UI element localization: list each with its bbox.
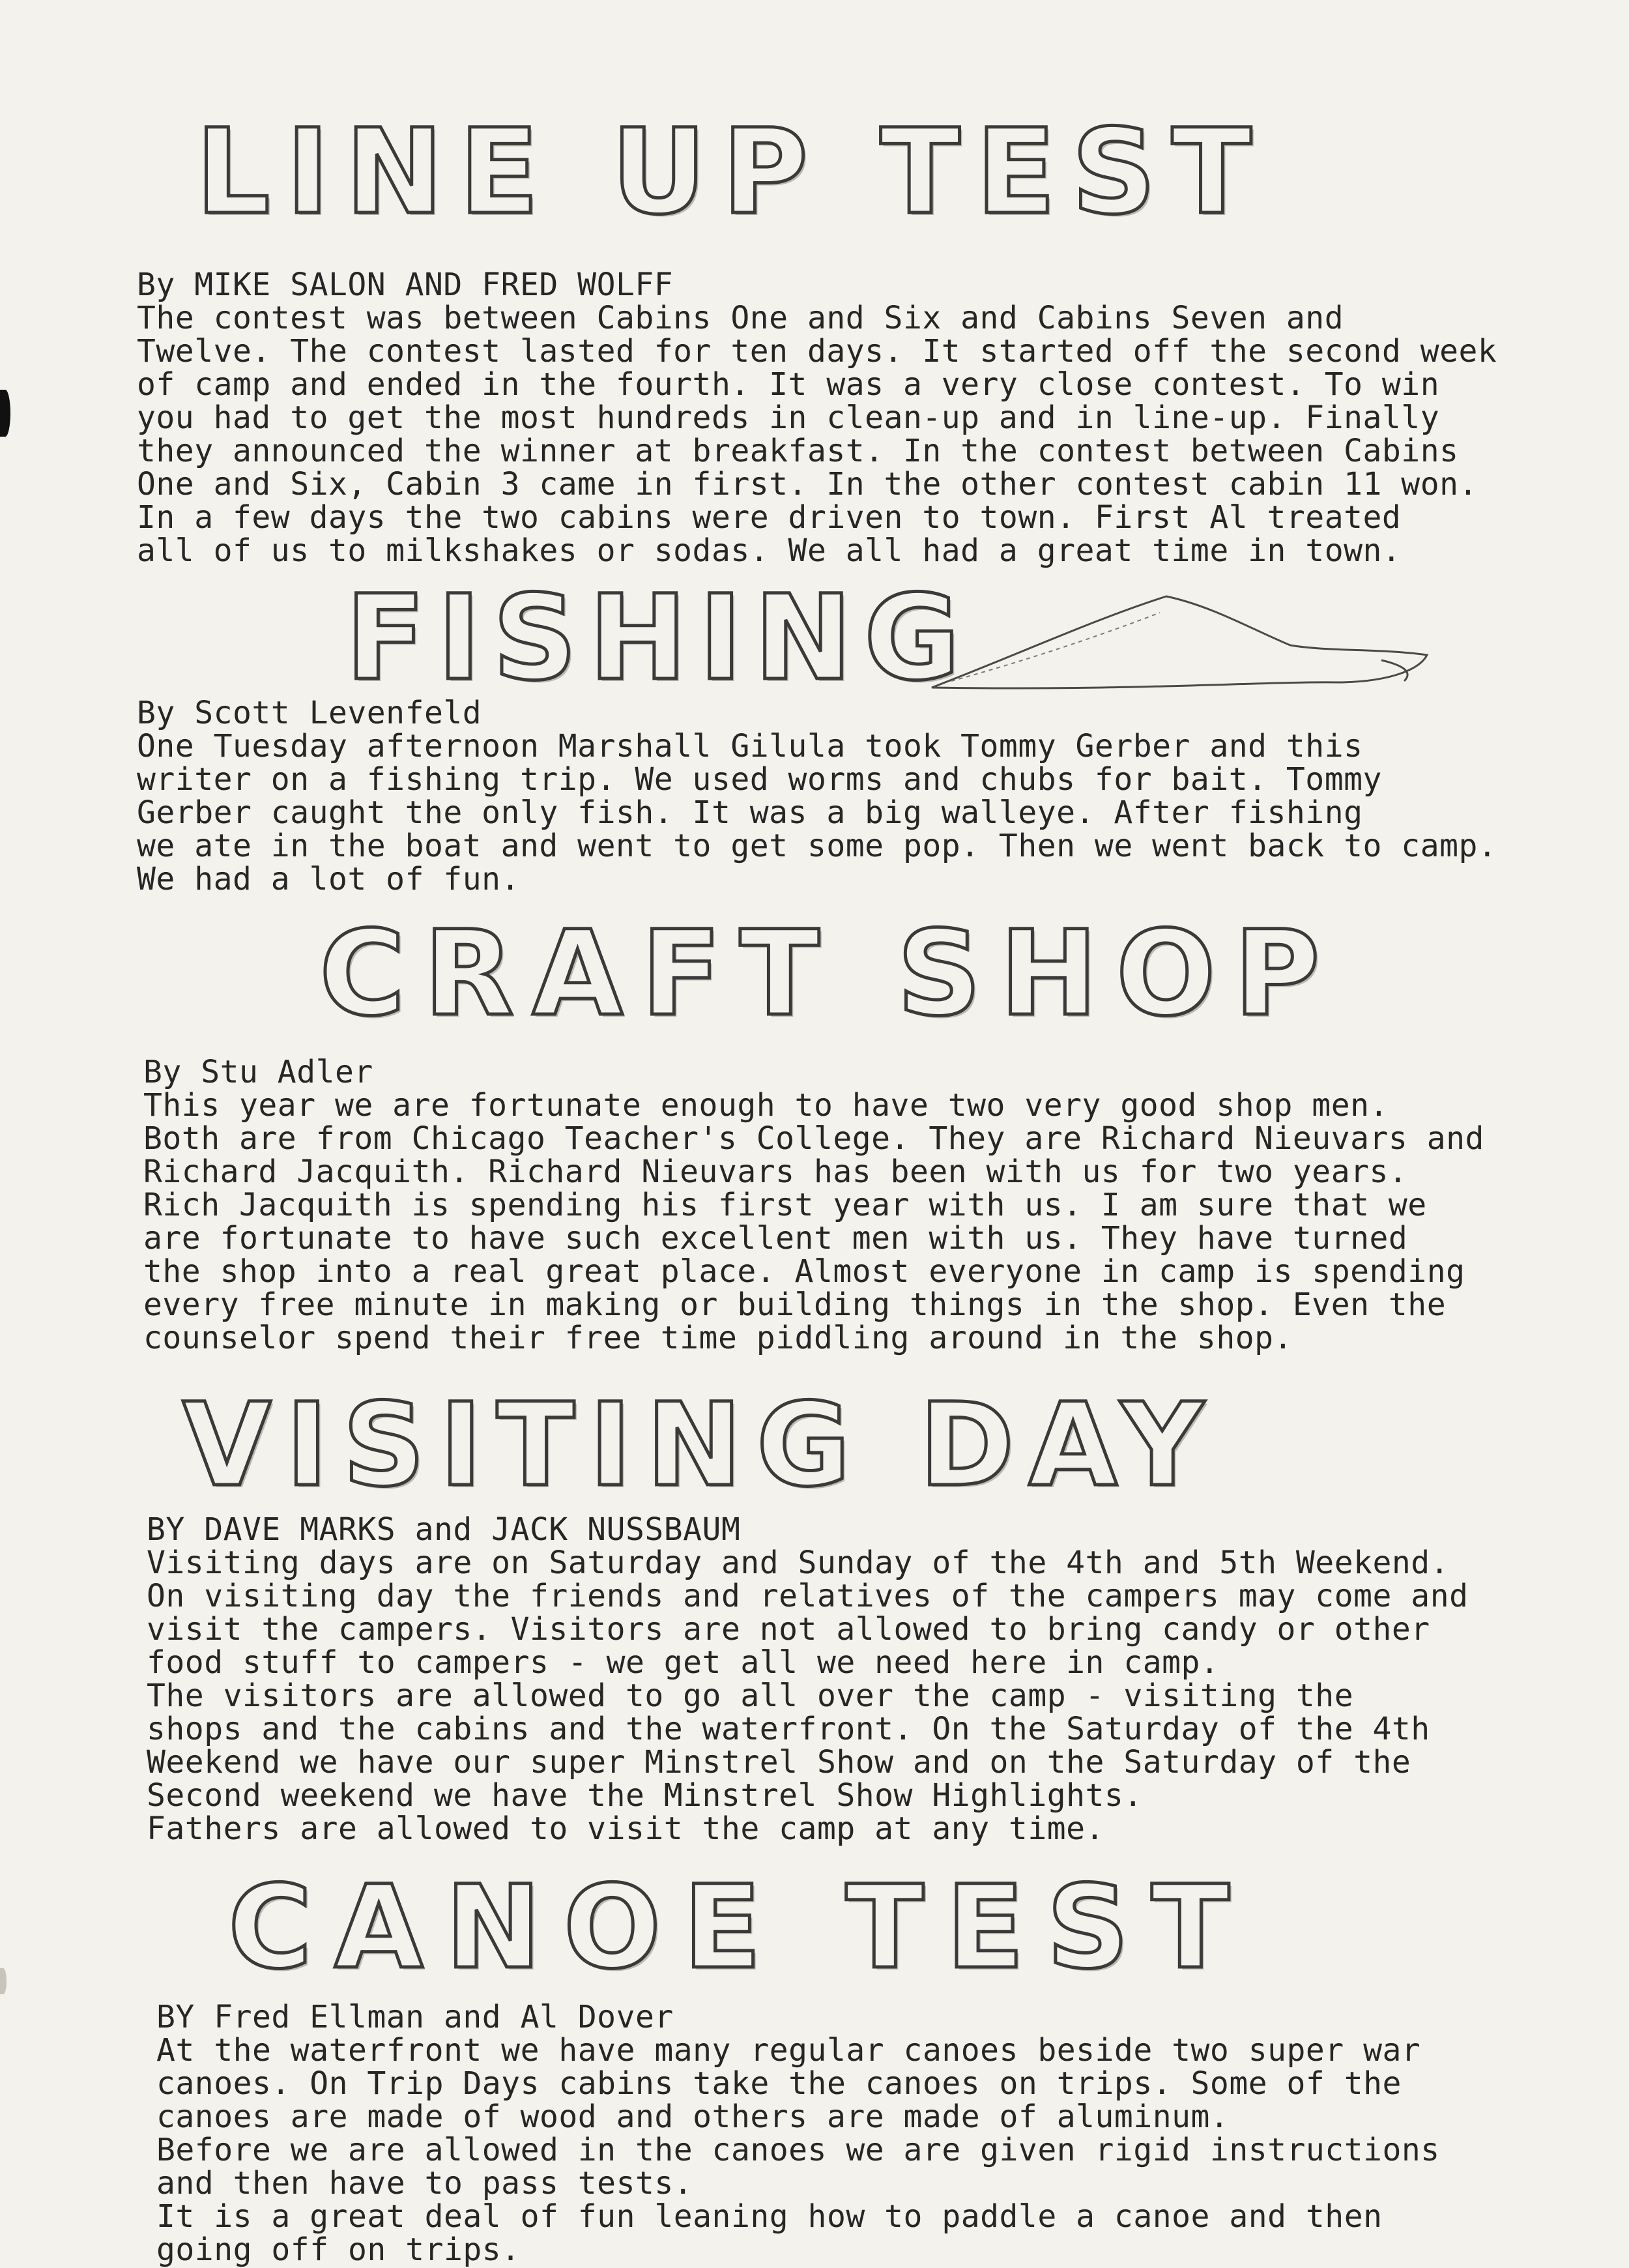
byline: BY DAVE MARKS and JACK NUSSBAUM (147, 1511, 741, 1548)
text-line: Fathers are allowed to visit the camp at any time. (147, 1810, 1104, 1847)
byline: By MIKE SALON AND FRED WOLFF (137, 267, 674, 303)
text-line: We had a lot of fun. (137, 861, 520, 897)
section-title-line-up-test: LINE UP TEST (195, 104, 1267, 240)
text-line: Weekend we have our super Minstrel Show and on the Saturday of the (147, 1744, 1411, 1781)
text-line: The contest was between Cabins One and Six and Cabins Seven and (137, 300, 1344, 336)
text-line: of camp and ended in the fourth. It was a very close contest. To win (137, 366, 1440, 403)
text-line: canoes are made of wood and others are made of aluminum. (156, 2099, 1230, 2135)
text-line: counselor spend their free time piddling around in the shop. (143, 1320, 1293, 1356)
text-line: One and Six, Cabin 3 came in first. In the other contest cabin 11 won. (137, 466, 1478, 502)
punch-hole (0, 1968, 7, 1994)
section-title-visiting-day: VISITING DAY (182, 1378, 1218, 1512)
text-line: At the waterfront we have many regular canoes beside two super war (156, 2032, 1421, 2069)
article-body-fishing (137, 730, 1497, 896)
text-line: Before we are allowed in the canoes we are given rigid instructions (156, 2132, 1440, 2168)
byline: BY Fred Ellman and Al Dover (156, 1999, 674, 2035)
text-line: The visitors are allowed to go all over the camp - visiting the (147, 1678, 1354, 1714)
text-line: canoes. On Trip Days cabins take the canoes on trips. Some of the (156, 2065, 1402, 2102)
text-line: they announced the winner at breakfast. In the contest between Cabins (137, 433, 1459, 469)
text-line: It is a great deal of fun leaning how to paddle a canoe and then (156, 2198, 1383, 2235)
text-line: you had to get the most hundreds in clean-up and in line-up. Finally (137, 400, 1440, 436)
text-line: Both are from Chicago Teacher's College. They are Richard Nieuvars and (143, 1120, 1484, 1157)
byline: By Stu Adler (143, 1054, 373, 1090)
text-line: Second weekend we have the Minstrel Show Highlights. (147, 1777, 1143, 1814)
text-line: Gerber caught the only fish. It was a big walleye. After fishing (137, 794, 1363, 831)
section-title-canoe-test: CANOE TEST (228, 1861, 1252, 1994)
article-body-visiting-day (147, 1547, 1469, 1846)
section-title-fishing: FISHING (345, 570, 972, 706)
text-line: food stuff to campers - we get all we need here in camp. (147, 1644, 1220, 1681)
text-line: writer on a fishing trip. We used worms and chubs for bait. Tommy (137, 761, 1382, 798)
article-body-craft-shop (143, 1089, 1484, 1355)
text-line: the shop into a real great place. Almost everyone in camp is spending (143, 1253, 1465, 1290)
text-line: are fortunate to have such excellent men with us. They have turned (143, 1220, 1408, 1257)
text-line: we ate in the boat and went to get some pop. Then we went back to camp. (137, 828, 1497, 864)
article-body-line-up-test (137, 302, 1497, 568)
text-line: Twelve. The contest lasted for ten days. It started off the second week (137, 333, 1497, 370)
text-line: shops and the cabins and the waterfront. On the Saturday of the 4th (147, 1711, 1430, 1747)
text-line: all of us to milkshakes or sodas. We all had a great time in town. (137, 532, 1402, 569)
article-body-canoe-test (156, 2034, 1440, 2267)
text-line: On visiting day the friends and relatives of the campers may come and (147, 1578, 1469, 1614)
text-line: One Tuesday afternoon Marshall Gilula took Tommy Gerber and this (137, 728, 1363, 764)
text-line: and then have to pass tests. (156, 2165, 693, 2202)
section-title-craft-shop: CRAFT SHOP (319, 906, 1338, 1042)
fishing-line-illustration (925, 583, 1447, 697)
punch-hole (0, 390, 10, 437)
text-line: every free minute in making or building things in the shop. Even the (143, 1287, 1447, 1323)
text-line: Richard Jacquith. Richard Nieuvars has been with us for two years. (143, 1154, 1408, 1190)
text-line: Visiting days are on Saturday and Sunday of the 4th and 5th Weekend. (147, 1545, 1450, 1581)
text-line: visit the campers. Visitors are not allowed to bring candy or other (147, 1611, 1430, 1648)
text-line: This year we are fortunate enough to have two very good shop men. (143, 1087, 1389, 1124)
text-line: going off on trips. (156, 2232, 521, 2268)
byline: By Scott Levenfeld (137, 695, 482, 731)
text-line: In a few days the two cabins were driven to town. First Al treated (137, 499, 1402, 536)
text-line: Rich Jacquith is spending his first year with us. I am sure that we (143, 1187, 1427, 1223)
